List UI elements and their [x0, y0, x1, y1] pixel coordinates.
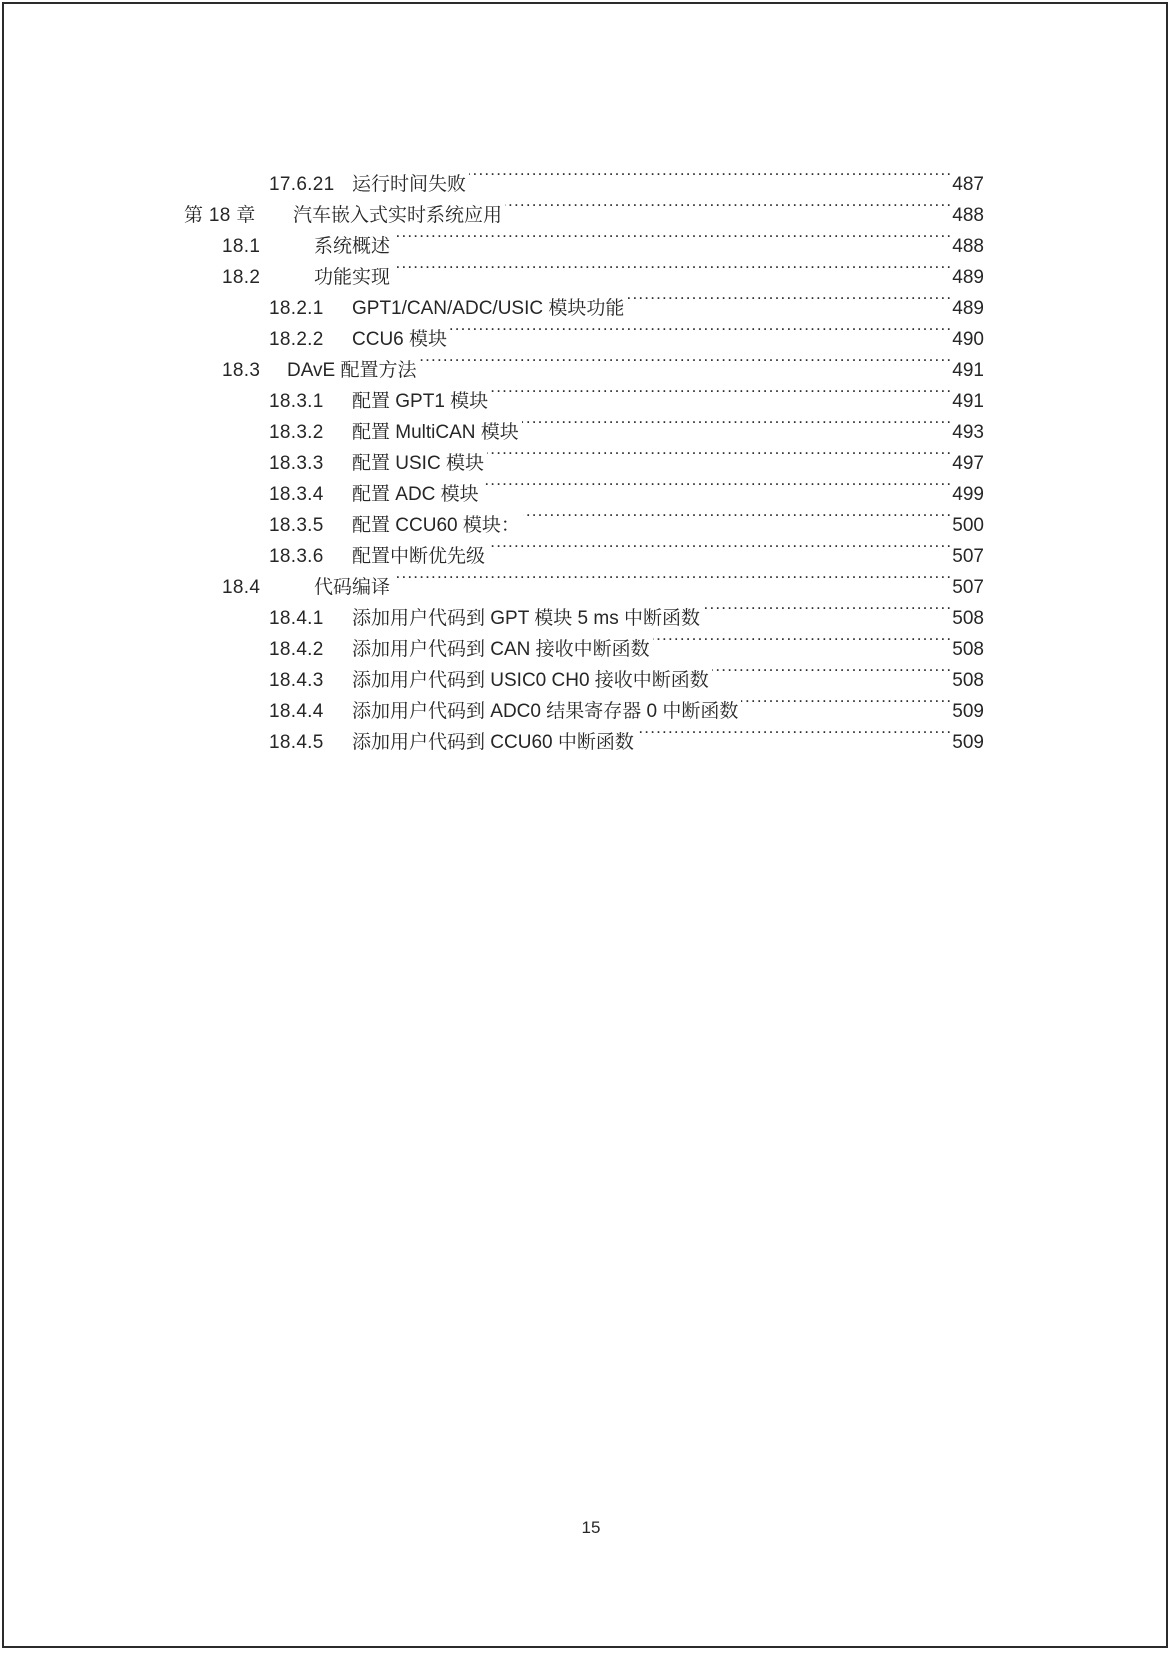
- toc-entry-title: GPT1/CAN/ADC/USIC 模块功能: [352, 298, 625, 319]
- toc-entry-number: 18.2.1: [269, 298, 324, 319]
- toc-entry-title: 添加用户代码到 USIC0 CH0 接收中断函数: [352, 670, 709, 691]
- toc-leader-dots: [488, 531, 952, 562]
- toc-entry-number: 18.4.2: [269, 639, 324, 660]
- toc-entry-title: 配置 MultiCAN 模块: [352, 422, 519, 443]
- toc-entry-number: 18.4.4: [269, 701, 324, 722]
- document-page: [2, 2, 1168, 1648]
- toc-leader-dots: [703, 593, 952, 624]
- toc-entry-number: 18.3: [222, 360, 261, 381]
- toc-entry-page: 508: [952, 639, 984, 660]
- toc-leader-dots: [741, 686, 952, 717]
- toc-entry: [184, 159, 984, 195]
- toc-entry-title: 配置 GPT1 模块: [352, 391, 489, 412]
- toc-entry-page: 509: [952, 732, 984, 753]
- toc-entry-title: 代码编译: [314, 577, 391, 598]
- toc-entry-page: 500: [952, 515, 984, 536]
- toc-list: [184, 159, 984, 753]
- toc-entry-number: 18.2.2: [269, 329, 324, 350]
- toc-leader-dots: [712, 655, 952, 686]
- toc-entry-page: 488: [952, 236, 984, 257]
- toc-entry-title: DAvE 配置方法: [287, 360, 417, 381]
- toc-entry-page: 490: [952, 329, 984, 350]
- toc-entry-title: CCU6 模块: [352, 329, 448, 350]
- toc-leader-dots: [522, 407, 953, 438]
- toc-entry-number: 18.3.3: [269, 453, 324, 474]
- toc-entry-page: 487: [952, 174, 984, 195]
- toc-leader-dots: [523, 500, 952, 531]
- toc-entry-page: 491: [952, 391, 984, 412]
- toc-leader-dots: [450, 314, 952, 345]
- toc-entry-number: 18.3.2: [269, 422, 324, 443]
- toc-entry-title: 添加用户代码到 GPT 模块 5 ms 中断函数: [352, 608, 701, 629]
- toc-leader-dots: [487, 438, 952, 469]
- toc-entry-title: 功能实现: [314, 267, 391, 288]
- toc-entry-title: 配置 ADC 模块: [352, 484, 479, 505]
- toc-entry-title: 系统概述: [314, 236, 391, 257]
- toc-entry-number: 17.6.21: [269, 174, 335, 195]
- toc-entry-number: 18.4.3: [269, 670, 324, 691]
- toc-entry-number: 18.3.5: [269, 515, 324, 536]
- toc-entry-page: 489: [952, 298, 984, 319]
- toc-leader-dots: [653, 624, 953, 655]
- toc-entry-page: 508: [952, 608, 984, 629]
- toc-entry-number: 18.3.1: [269, 391, 324, 412]
- toc-leader-dots: [420, 345, 953, 376]
- toc-entry-page: 488: [952, 205, 984, 226]
- toc-entry-page: 491: [952, 360, 984, 381]
- toc-entry-page: 499: [952, 484, 984, 505]
- toc-entry-page: 509: [952, 701, 984, 722]
- toc-entry-title: 汽车嵌入式实时系统应用: [293, 205, 503, 226]
- toc-entry-title: 添加用户代码到 CAN 接收中断函数: [352, 639, 650, 660]
- toc-entry-page: 489: [952, 267, 984, 288]
- toc-entry-number: 18.1: [222, 236, 261, 257]
- toc-entry-title: 运行时间失败: [352, 174, 467, 195]
- toc-entry-page: 507: [952, 546, 984, 567]
- toc-entry-number: 18.2: [222, 267, 261, 288]
- toc-leader-dots: [637, 717, 952, 748]
- toc-entry-number: 18.3.4: [269, 484, 324, 505]
- toc-entry-page: 497: [952, 453, 984, 474]
- toc-entry-number: 第 18 章: [184, 205, 256, 226]
- toc-entry-title: 添加用户代码到 CCU60 中断函数: [352, 732, 634, 753]
- toc-leader-dots: [627, 283, 952, 314]
- toc-entry-number: 18.4.5: [269, 732, 324, 753]
- toc-entry-title: 添加用户代码到 ADC0 结果寄存器 0 中断函数: [352, 701, 739, 722]
- toc-leader-dots: [491, 376, 952, 407]
- toc-leader-dots: [393, 221, 952, 252]
- toc-leader-dots: [505, 190, 952, 221]
- toc-leader-dots: [393, 252, 952, 283]
- footer-page-number: 15: [581, 1518, 601, 1537]
- toc-entry-number: 18.3.6: [269, 546, 324, 567]
- toc-entry-page: 508: [952, 670, 984, 691]
- toc-leader-dots: [393, 562, 952, 593]
- toc-entry-page: 493: [952, 422, 984, 443]
- toc-entry-number: 18.4.1: [269, 608, 324, 629]
- toc-leader-dots: [482, 469, 953, 500]
- toc-entry-page: 507: [952, 577, 984, 598]
- toc-entry-title: 配置 USIC 模块: [352, 453, 484, 474]
- toc-entry-title: 配置 CCU60 模块：: [352, 515, 520, 536]
- toc-entry-number: 18.4: [222, 577, 261, 598]
- toc-entry-title: 配置中断优先级: [352, 546, 486, 567]
- toc-leader-dots: [469, 159, 952, 190]
